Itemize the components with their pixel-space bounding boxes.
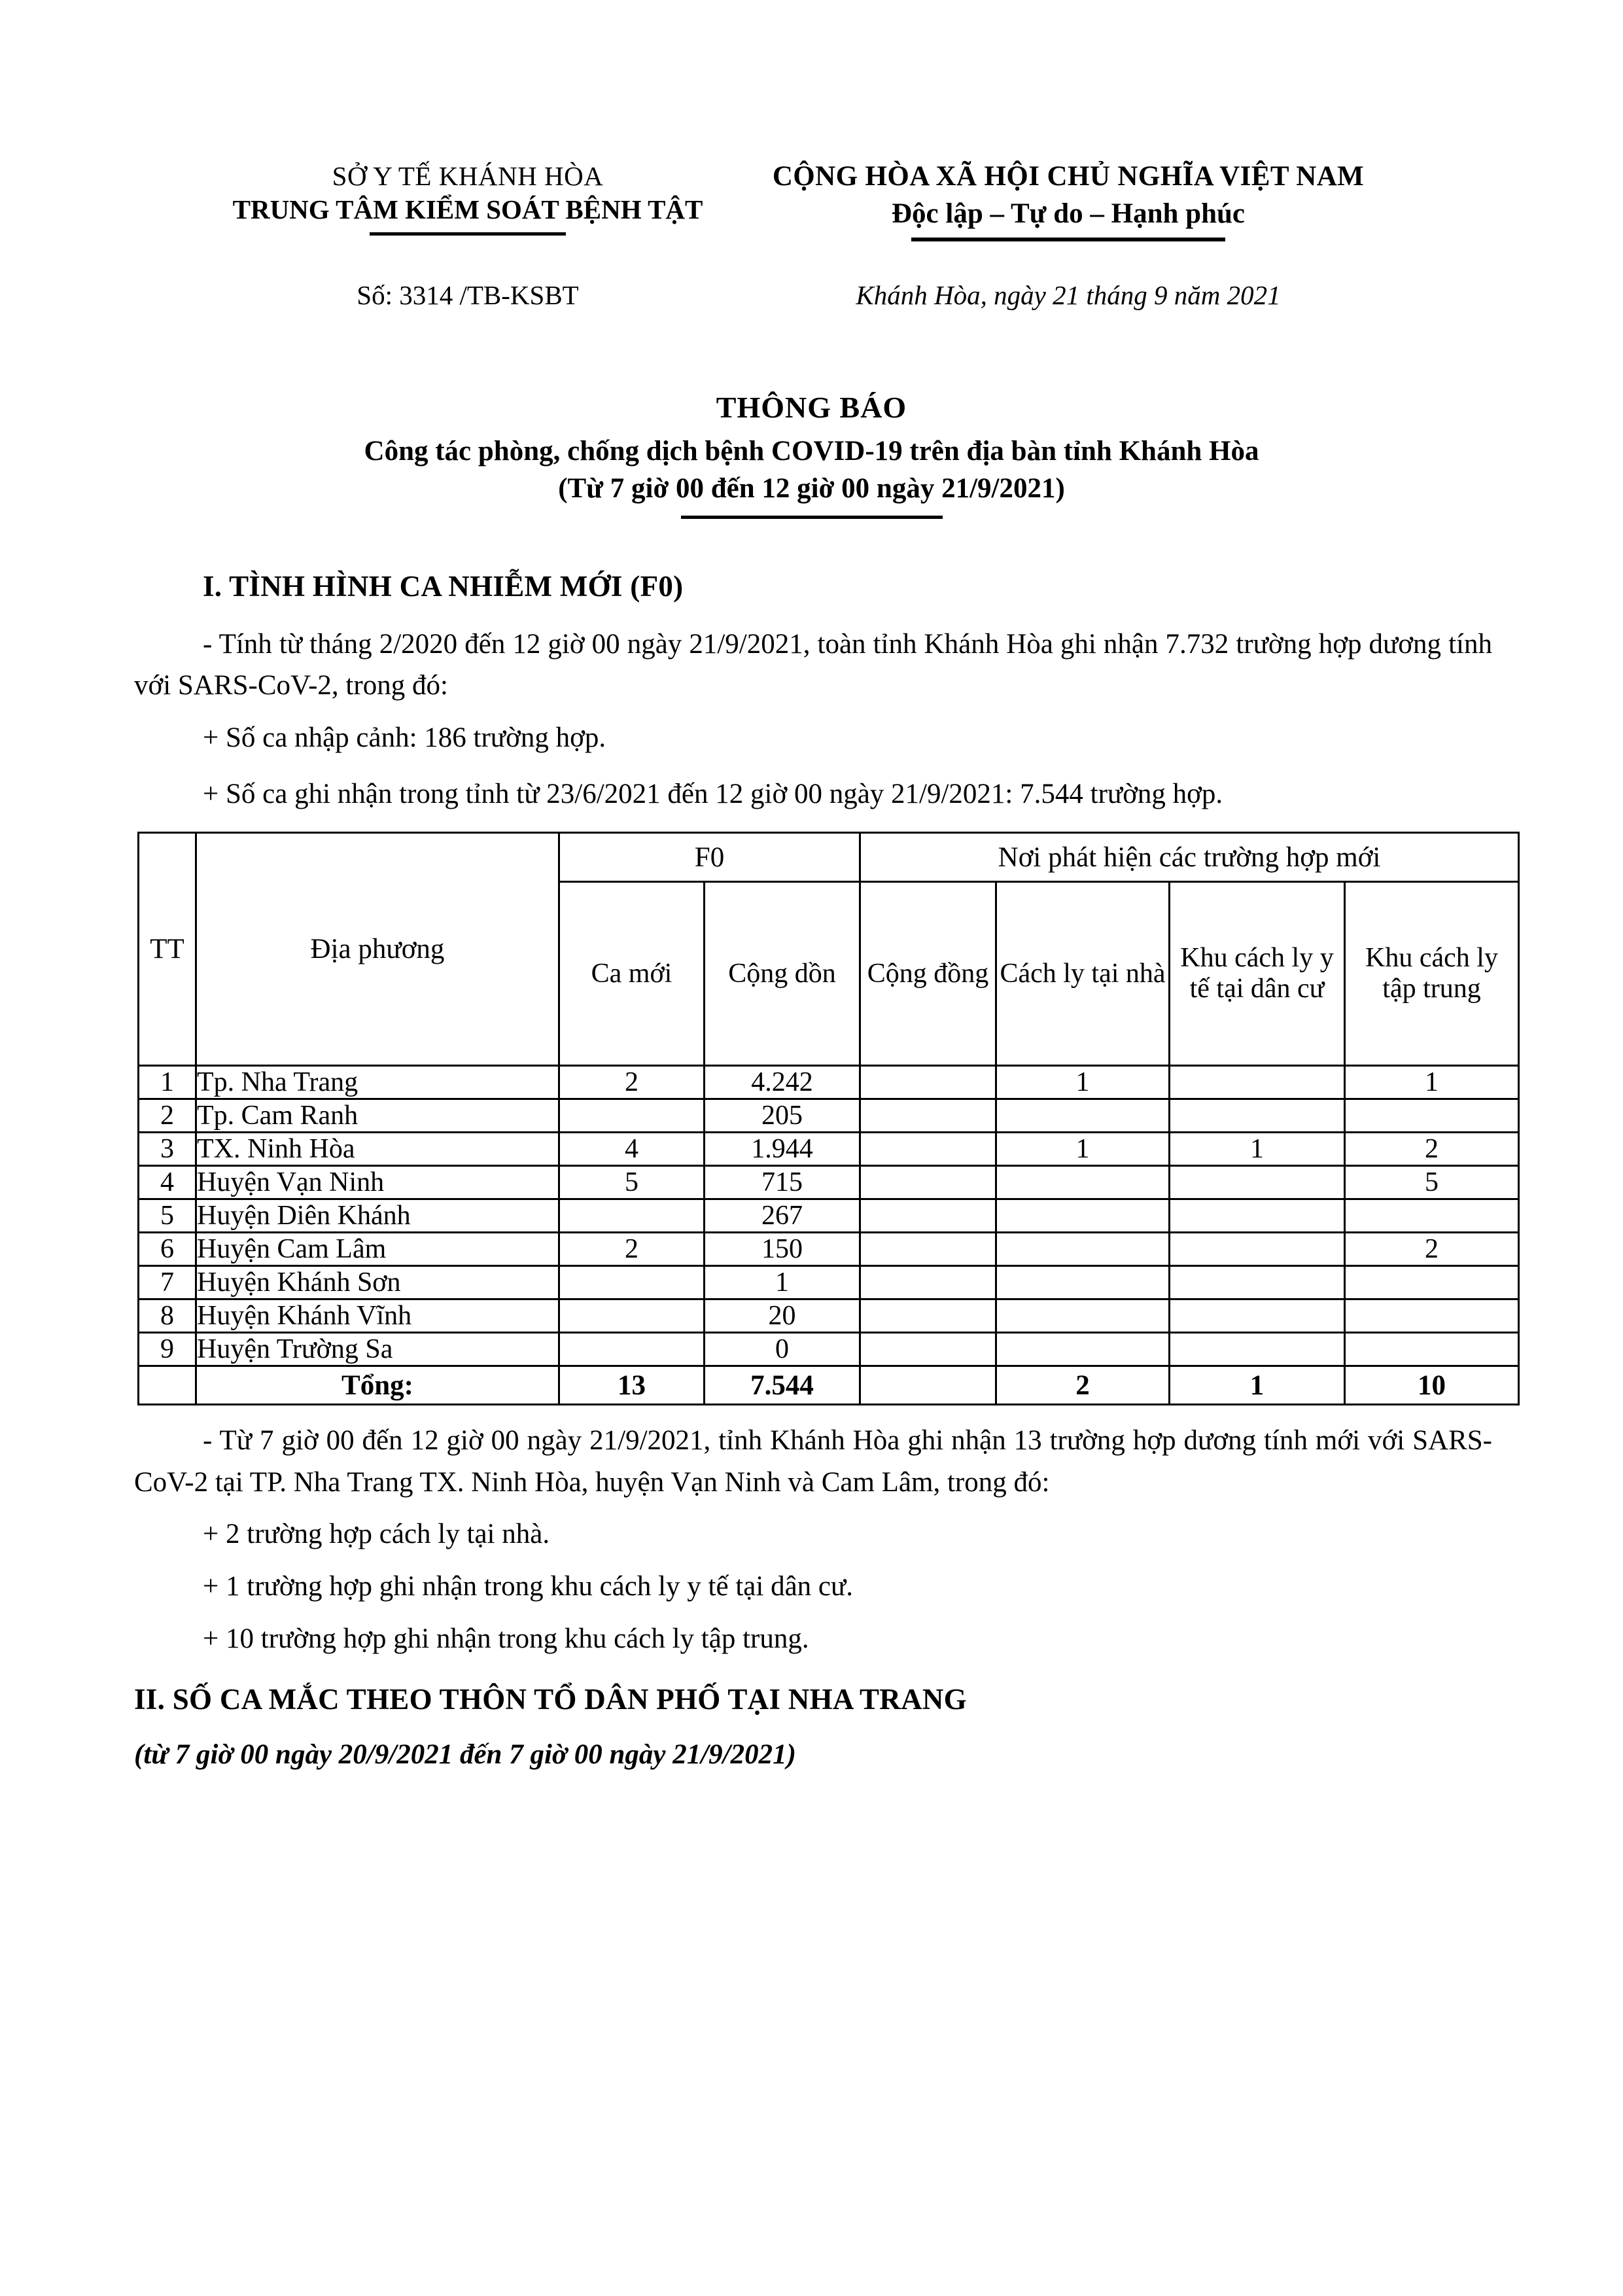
table-row [139, 1299, 1519, 1333]
cell-locality: Tp. Nha Trang [196, 1066, 559, 1099]
masthead [0, 0, 1623, 241]
cell-community [860, 1299, 996, 1333]
cell-medical-quarantine [1170, 1066, 1345, 1099]
cell-cumulative: 0 [705, 1333, 860, 1366]
header-central-quarantine: Khu cách ly tập trung [1345, 882, 1519, 1066]
cell-home-quarantine [996, 1233, 1170, 1266]
document-number: Số: 3314 /TB-KSBT [357, 280, 579, 311]
section-2-subheading: (từ 7 giờ 00 ngày 20/9/2021 đến 7 giờ 00 ngày 21/9/2021) [134, 1739, 796, 1770]
cell-central-quarantine: 2 [1345, 1233, 1519, 1266]
header-locality: Địa phương [196, 833, 559, 1066]
cell-home-quarantine: 1 [996, 1133, 1170, 1166]
center-name: TRUNG TÂM KIỂM SOÁT BỆNH TẬT [232, 194, 703, 225]
table-row [139, 1199, 1519, 1233]
document-type-title: THÔNG BÁO [716, 391, 907, 425]
cell-new-cases [559, 1299, 705, 1333]
table-group-header-row [139, 833, 1519, 882]
section-1-bullet-2: + Số ca ghi nhận trong tỉnh từ 23/6/2021 đến 12 giờ 00 ngày 21/9/2021: 7.544 trường hợp. [203, 778, 1223, 809]
table-row [139, 1099, 1519, 1133]
cell-total-community [860, 1366, 996, 1405]
header-cumulative: Cộng dồn [705, 882, 860, 1066]
cell-community [860, 1099, 996, 1133]
cell-tt: 1 [139, 1066, 196, 1099]
cell-home-quarantine [996, 1299, 1170, 1333]
cell-home-quarantine: 1 [996, 1066, 1170, 1099]
table-row [139, 1166, 1519, 1199]
organization-rule [370, 232, 566, 236]
cell-cumulative: 20 [705, 1299, 860, 1333]
national-motto: Độc lập – Tự do – Hạnh phúc [892, 198, 1245, 229]
cell-total-blank [139, 1366, 196, 1405]
cell-community [860, 1266, 996, 1299]
f0-table-container [0, 832, 1623, 1405]
cell-locality: Tp. Cam Ranh [196, 1099, 559, 1133]
cell-tt: 6 [139, 1233, 196, 1266]
cell-new-cases [559, 1333, 705, 1366]
section-1-paragraph-1: - Tính từ tháng 2/2020 đến 12 giờ 00 ngày 21/9/2021, toàn tỉnh Khánh Hòa ghi nhận 7.732 trường hợp dương tính với SARS-CoV-2, trong đó: [134, 628, 1492, 701]
cell-central-quarantine [1345, 1299, 1519, 1333]
cell-new-cases [559, 1099, 705, 1133]
cell-cumulative: 205 [705, 1099, 860, 1133]
cell-new-cases: 5 [559, 1166, 705, 1199]
header-community: Cộng đồng [860, 882, 996, 1066]
cell-medical-quarantine [1170, 1299, 1345, 1333]
cell-community [860, 1133, 996, 1166]
header-tt: TT [139, 833, 196, 1066]
cell-locality: Huyện Trường Sa [196, 1333, 559, 1366]
cell-locality: Huyện Diên Khánh [196, 1199, 559, 1233]
header-medical-quarantine: Khu cách ly y tế tại dân cư [1170, 882, 1345, 1066]
header-group-detection-place: Nơi phát hiện các trường hợp mới [860, 833, 1519, 882]
cell-total-new-cases: 13 [559, 1366, 705, 1405]
f0-statistics-table [137, 832, 1520, 1405]
document-body [134, 565, 1492, 815]
document-subheader [0, 279, 1623, 311]
cell-medical-quarantine [1170, 1333, 1345, 1366]
cell-tt: 3 [139, 1133, 196, 1166]
cell-new-cases: 4 [559, 1133, 705, 1166]
cell-total-medical-quarantine: 1 [1170, 1366, 1345, 1405]
title-rule [681, 516, 943, 519]
document-subject: Công tác phòng, chống dịch bệnh COVID-19 trên địa bàn tỉnh Khánh Hòa [364, 435, 1259, 467]
cell-medical-quarantine [1170, 1199, 1345, 1233]
cell-locality: Huyện Cam Lâm [196, 1233, 559, 1266]
title-block [0, 389, 1623, 519]
cell-medical-quarantine [1170, 1266, 1345, 1299]
cell-new-cases [559, 1199, 705, 1233]
cell-locality: Huyện Khánh Vĩnh [196, 1299, 559, 1333]
country-name: CỘNG HÒA XÃ HỘI CHỦ NGHĨA VIỆT NAM [772, 161, 1365, 192]
cell-home-quarantine [996, 1199, 1170, 1233]
cell-community [860, 1233, 996, 1266]
header-new-cases: Ca mới [559, 882, 705, 1066]
cell-central-quarantine: 1 [1345, 1066, 1519, 1099]
cell-locality: Huyện Khánh Sơn [196, 1266, 559, 1299]
cell-tt: 2 [139, 1099, 196, 1133]
section-1-bullet-5: + 10 trường hợp ghi nhận trong khu cách ly tập trung. [203, 1623, 809, 1654]
cell-new-cases: 2 [559, 1233, 705, 1266]
section-2-heading: II. SỐ CA MẮC THEO THÔN TỔ DÂN PHỐ TẠI NHA TRANG [134, 1683, 967, 1716]
cell-home-quarantine [996, 1166, 1170, 1199]
section-1-bullet-3: + 2 trường hợp cách ly tại nhà. [203, 1519, 550, 1550]
cell-medical-quarantine [1170, 1099, 1345, 1133]
cell-cumulative: 267 [705, 1199, 860, 1233]
cell-cumulative: 4.242 [705, 1066, 860, 1099]
table-total-row [139, 1366, 1519, 1405]
cell-home-quarantine [996, 1333, 1170, 1366]
header-home-quarantine: Cách ly tại nhà [996, 882, 1170, 1066]
cell-locality: TX. Ninh Hòa [196, 1133, 559, 1166]
table-row [139, 1066, 1519, 1099]
cell-cumulative: 150 [705, 1233, 860, 1266]
cell-community [860, 1199, 996, 1233]
cell-new-cases [559, 1266, 705, 1299]
cell-tt: 7 [139, 1266, 196, 1299]
cell-central-quarantine: 2 [1345, 1133, 1519, 1166]
cell-central-quarantine: 5 [1345, 1166, 1519, 1199]
cell-central-quarantine [1345, 1099, 1519, 1133]
cell-cumulative: 1.944 [705, 1133, 860, 1166]
cell-medical-quarantine: 1 [1170, 1133, 1345, 1166]
cell-new-cases: 2 [559, 1066, 705, 1099]
cell-cumulative: 715 [705, 1166, 860, 1199]
cell-total-label: Tổng: [196, 1366, 559, 1405]
issuing-organization [226, 160, 710, 241]
cell-central-quarantine [1345, 1199, 1519, 1233]
table-body [139, 1066, 1519, 1405]
cell-total-cumulative: 7.544 [705, 1366, 860, 1405]
table-row [139, 1233, 1519, 1266]
cell-tt: 8 [139, 1299, 196, 1333]
cell-total-home-quarantine: 2 [996, 1366, 1170, 1405]
section-1-bullet-4: + 1 trường hợp ghi nhận trong khu cách ly y tế tại dân cư. [203, 1571, 854, 1602]
cell-home-quarantine [996, 1099, 1170, 1133]
cell-medical-quarantine [1170, 1166, 1345, 1199]
cell-community [860, 1066, 996, 1099]
cell-total-central-quarantine: 10 [1345, 1366, 1519, 1405]
section-1-heading: I. TÌNH HÌNH CA NHIỄM MỚI (F0) [203, 570, 684, 603]
cell-central-quarantine [1345, 1266, 1519, 1299]
document-period: (Từ 7 giờ 00 đến 12 giờ 00 ngày 21/9/2021) [558, 473, 1065, 504]
cell-cumulative: 1 [705, 1266, 860, 1299]
cell-community [860, 1166, 996, 1199]
cell-tt: 4 [139, 1166, 196, 1199]
table-row [139, 1333, 1519, 1366]
cell-community [860, 1333, 996, 1366]
cell-central-quarantine [1345, 1333, 1519, 1366]
cell-tt: 5 [139, 1199, 196, 1233]
table-header [139, 833, 1519, 1066]
table-row [139, 1133, 1519, 1166]
header-group-f0: F0 [559, 833, 860, 882]
section-1-paragraph-2: - Từ 7 giờ 00 đến 12 giờ 00 ngày 21/9/2021, tỉnh Khánh Hòa ghi nhận 13 trường hợp dương tính mới với SARS-CoV-2 tại TP. Nha Trang TX. Ninh Hòa, huyện Vạn Ninh và Cam Lâm, trong đó: [134, 1425, 1492, 1498]
place-and-date: Khánh Hòa, ngày 21 tháng 9 năm 2021 [856, 280, 1281, 311]
cell-tt: 9 [139, 1333, 196, 1366]
national-header [710, 160, 1623, 241]
motto-rule [911, 238, 1225, 241]
department-name: SỞ Y TẾ KHÁNH HÒA [332, 161, 604, 191]
cell-home-quarantine [996, 1266, 1170, 1299]
document-body-lower [134, 1420, 1492, 1776]
cell-locality: Huyện Vạn Ninh [196, 1166, 559, 1199]
cell-medical-quarantine [1170, 1233, 1345, 1266]
section-1-bullet-1: + Số ca nhập cảnh: 186 trường hợp. [203, 722, 606, 753]
table-row [139, 1266, 1519, 1299]
